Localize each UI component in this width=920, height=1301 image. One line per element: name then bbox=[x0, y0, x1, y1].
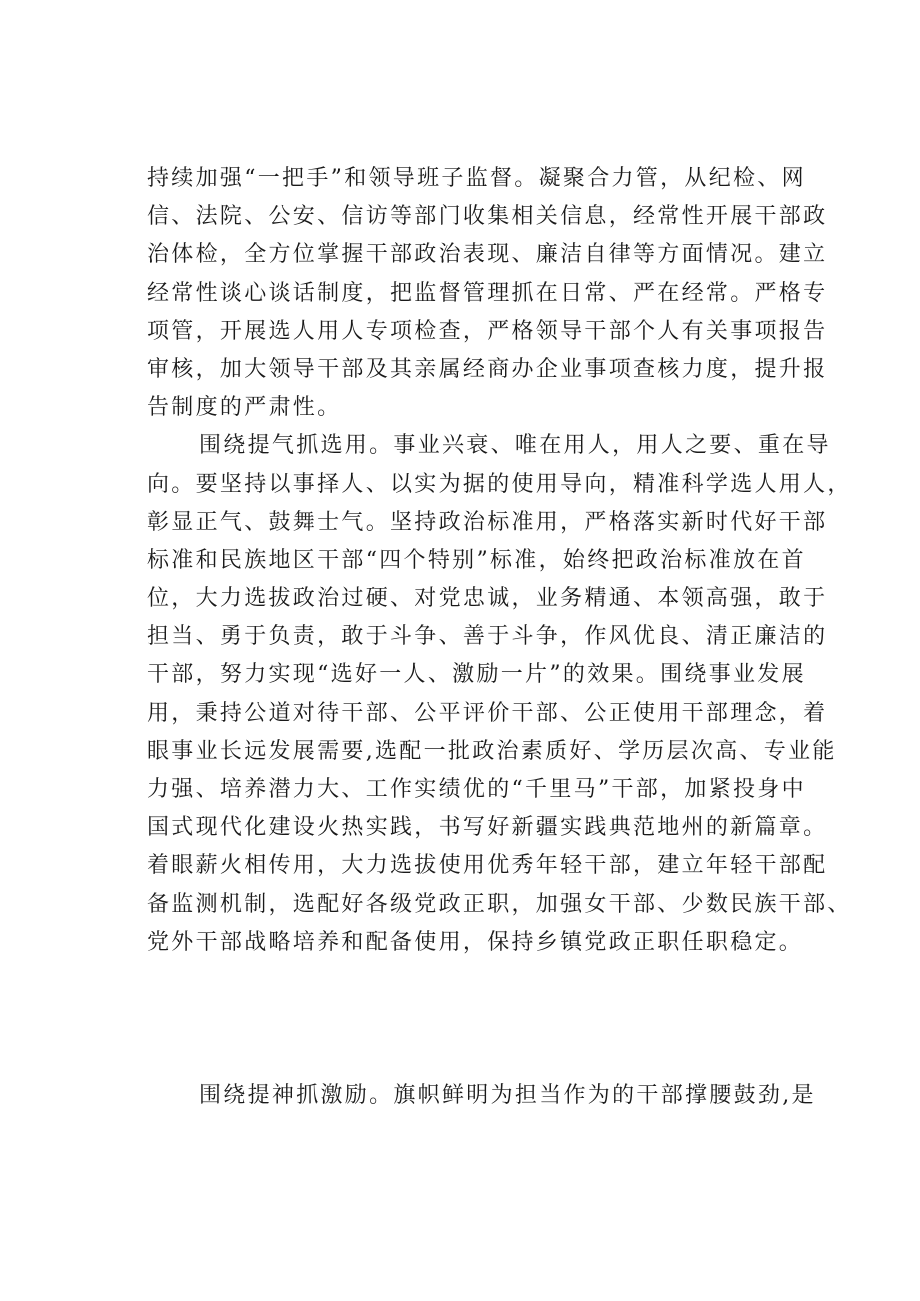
paragraph-incentive bbox=[147, 1077, 816, 1115]
text-line: 信、法院、公安、信访等部门收集相关信息，经常性开展干部政 bbox=[147, 204, 828, 230]
text-line: 项管，开展选人用人专项检查，严格领导干部个人有关事项报告 bbox=[147, 318, 828, 344]
text-line: 告制度的严肃性。 bbox=[147, 395, 342, 421]
text-line: 国式现代化建设火热实践，书写好新疆实践典范地州的新篇章。 bbox=[147, 815, 828, 841]
text-line: 党外干部战略培养和配备使用，保持乡镇党政正职任职稳定。 bbox=[147, 929, 804, 955]
text-line: 治体检，全方位掌握干部政治表现、廉洁自律等方面情况。建立 bbox=[147, 242, 828, 268]
text-line: 经常性谈心谈话制度，把监督管理抓在日常、严在经常。严格专 bbox=[147, 280, 828, 306]
text-line: 担当、勇于负责，敢于斗争、善于斗争，作风优良、清正廉洁的 bbox=[147, 624, 828, 650]
text-line: 位，大力选拔政治过硬、对党忠诚，业务精通、本领高强，敢于 bbox=[147, 586, 828, 612]
text-line: 干部，努力实现“选好一人、激励一片”的效果。围绕事业发展 bbox=[147, 662, 806, 688]
text-line: 备监测机制，选配好各级党政正职，加强女干部、少数民族干部、 bbox=[147, 891, 852, 917]
text-line: 审核，加大领导干部及其亲属经商办企业事项查核力度，提升报 bbox=[147, 356, 828, 382]
text-line: 彰显正气、鼓舞士气。坚持政治标准用，严格落实新时代好干部 bbox=[147, 509, 828, 535]
paragraph-supervision bbox=[147, 160, 828, 427]
text-line bbox=[147, 962, 807, 1000]
text-line: 持续加强“一把手”和领导班子监督。凝聚合力管，从纪检、网 bbox=[147, 166, 806, 191]
paragraph-first-line: 围绕提气抓选用。事业兴衰、唯在用人，用人之要、重在导 bbox=[199, 433, 831, 459]
text-line: 用，秉持公道对待干部、公平评价干部、公正使用干部理念，着 bbox=[147, 700, 828, 726]
text-line: 眼事业长远发展需要,选配一批政治素质好、学历层次高、专业能 bbox=[147, 738, 837, 764]
paragraph-first-line: 围绕提神抓激励。旗帜鲜明为担当作为的干部撑腰鼓劲,是 bbox=[199, 1082, 816, 1108]
text-line bbox=[147, 1000, 807, 1038]
text-line: 向。要坚持以事择人、以实为据的使用导向，精准科学选人用人， bbox=[147, 471, 852, 497]
text-line bbox=[147, 1038, 807, 1076]
document-body bbox=[147, 160, 852, 1115]
text-line: 标准和民族地区干部“四个特别”标准，始终把政治标准放在首 bbox=[147, 547, 806, 573]
text-line: 力强、培养潜力大、工作实绩优的“千里马”干部，加紧投身中 bbox=[147, 777, 806, 802]
paragraph-selection bbox=[147, 427, 852, 1076]
text-line: 着眼薪火相传用，大力选拔使用优秀年轻干部，建立年轻干部配 bbox=[147, 853, 828, 879]
